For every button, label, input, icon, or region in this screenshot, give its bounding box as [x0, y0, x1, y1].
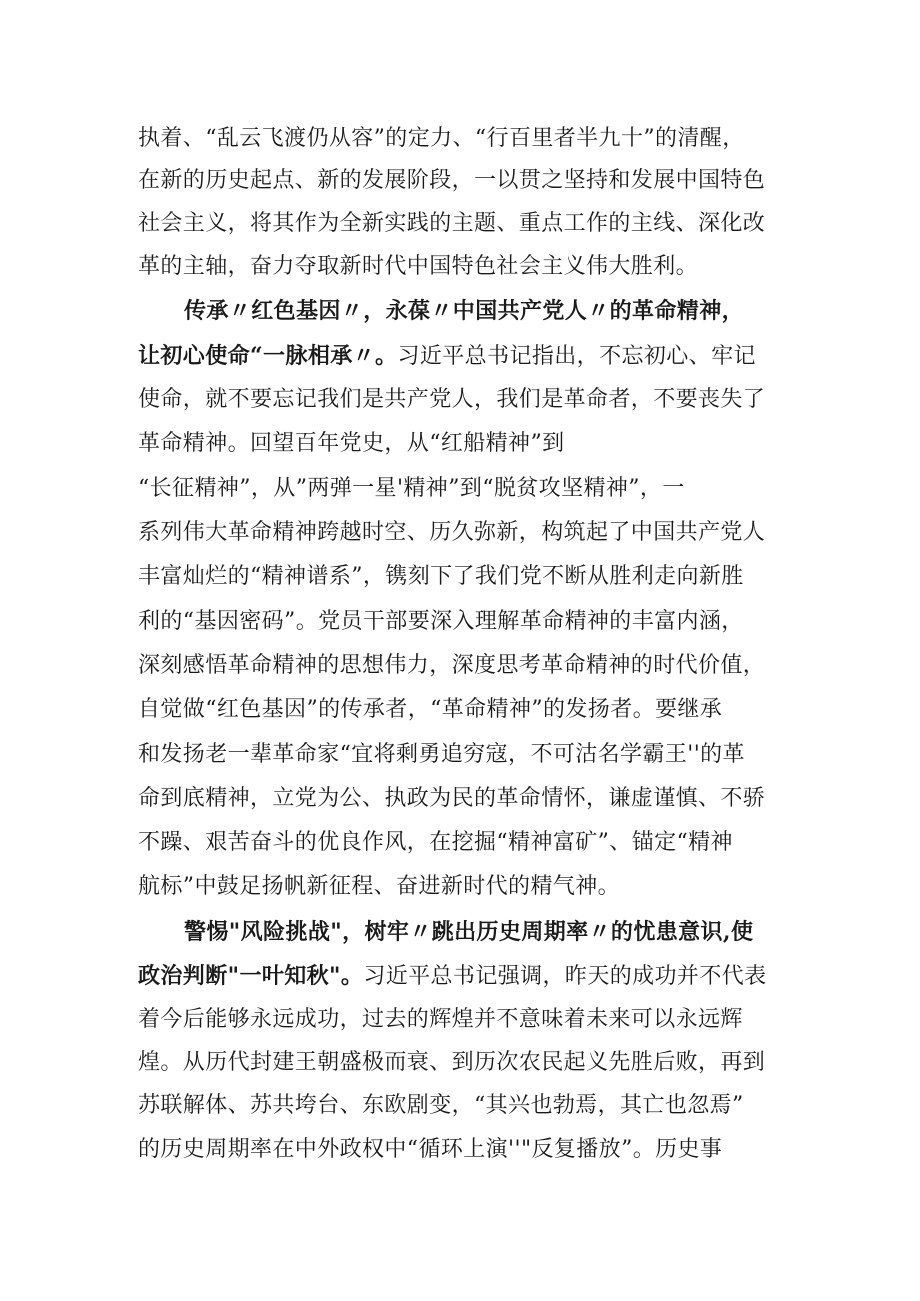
paragraph-line: 和发扬老一辈革命家“宜将剩勇追穷寇，不可沽名学霸王''的革: [138, 742, 745, 767]
paragraph-line: 革的主轴，奋力夺取新时代中国特色社会主义伟大胜利。: [138, 254, 699, 279]
paragraph-line: 使命，就不要忘记我们是共产党人，我们是革命者，不要丧失了: [138, 387, 766, 412]
paragraph-line: 系列伟大革命精神跨越时空、历久弥新，构筑起了中国共产党人: [138, 520, 766, 545]
paragraph-line: 革命精神。回望百年党史，从“红船精神”到: [138, 431, 565, 456]
paragraph-line: 航标”中鼓足扬帆新征程、奋进新时代的精气神。: [138, 874, 621, 899]
paragraph-line: 不躁、艰苦奋斗的优良作风，在挖掘“精神富矿”、锚定“精神: [138, 830, 733, 855]
paragraph-line: 自觉做“红色基因”的传承者，“革命精神”的发扬者。要继承: [138, 697, 723, 722]
section-heading: 警惕"风险挑战"，树牢〃跳出历史周期率〃的忧患意识,使: [184, 919, 754, 945]
paragraph-line: 着今后能够永远成功，过去的辉煌并不意味着未来可以永远辉: [138, 1007, 743, 1032]
section-heading: 传承〃红色基因〃，永葆〃中国共产党人〃的革命精神，: [184, 298, 745, 324]
paragraph-line: 苏联解体、苏共垮台、东欧剧变，“其兴也勃焉，其亡也忽焉”: [138, 1093, 744, 1118]
paragraph-line: “长征精神”，从”两弹一星'精神”到“脱贫攻坚精神”，一: [138, 476, 685, 501]
paragraph-line: 丰富灿烂的“精神谱系”，镌刻下了我们党不断从胜利走向新胜: [138, 564, 744, 589]
paragraph-line: [138, 962, 767, 991]
paragraph-line: [138, 342, 756, 371]
paragraph-text: 习近平总书记指出，不忘初心、牢记: [397, 344, 756, 369]
section-heading-end: 政治判断"一叶知秋"。: [138, 963, 364, 989]
paragraph-line: 在新的历史起点、新的发展阶段，一以贯之坚持和发展中国特色: [138, 168, 766, 193]
section-heading-end: 让初心使命“一脉相承〃。: [138, 343, 398, 369]
paragraph-line: 社会主义，将其作为全新实践的主题、重点工作的主线、深化改: [138, 211, 766, 236]
paragraph-line: 深刻感悟革命精神的思想伟力，深度思考革命精神的时代价值，: [138, 653, 766, 678]
paragraph-line: 利的“基因密码”。党员干部要深入理解革命精神的丰富内涵，: [138, 609, 744, 634]
paragraph-line: 命到底精神，立党为公、执政为民的革命情怀，谦虚谨慎、不骄: [138, 786, 766, 811]
paragraph-line: 煌。从历代封建王朝盛极而衰、到历次农民起义先胜后败，再到: [138, 1050, 766, 1075]
paragraph-text: 习近平总书记强调，昨天的成功并不代表: [363, 964, 767, 989]
paragraph-line: 执着、“乱云飞渡仍从容”的定力、“行百里者半九十”的清醒，: [138, 126, 745, 151]
paragraph-line: 的历史周期率在中外政权中“循环上演''"反复播放”。历史事: [138, 1137, 723, 1162]
